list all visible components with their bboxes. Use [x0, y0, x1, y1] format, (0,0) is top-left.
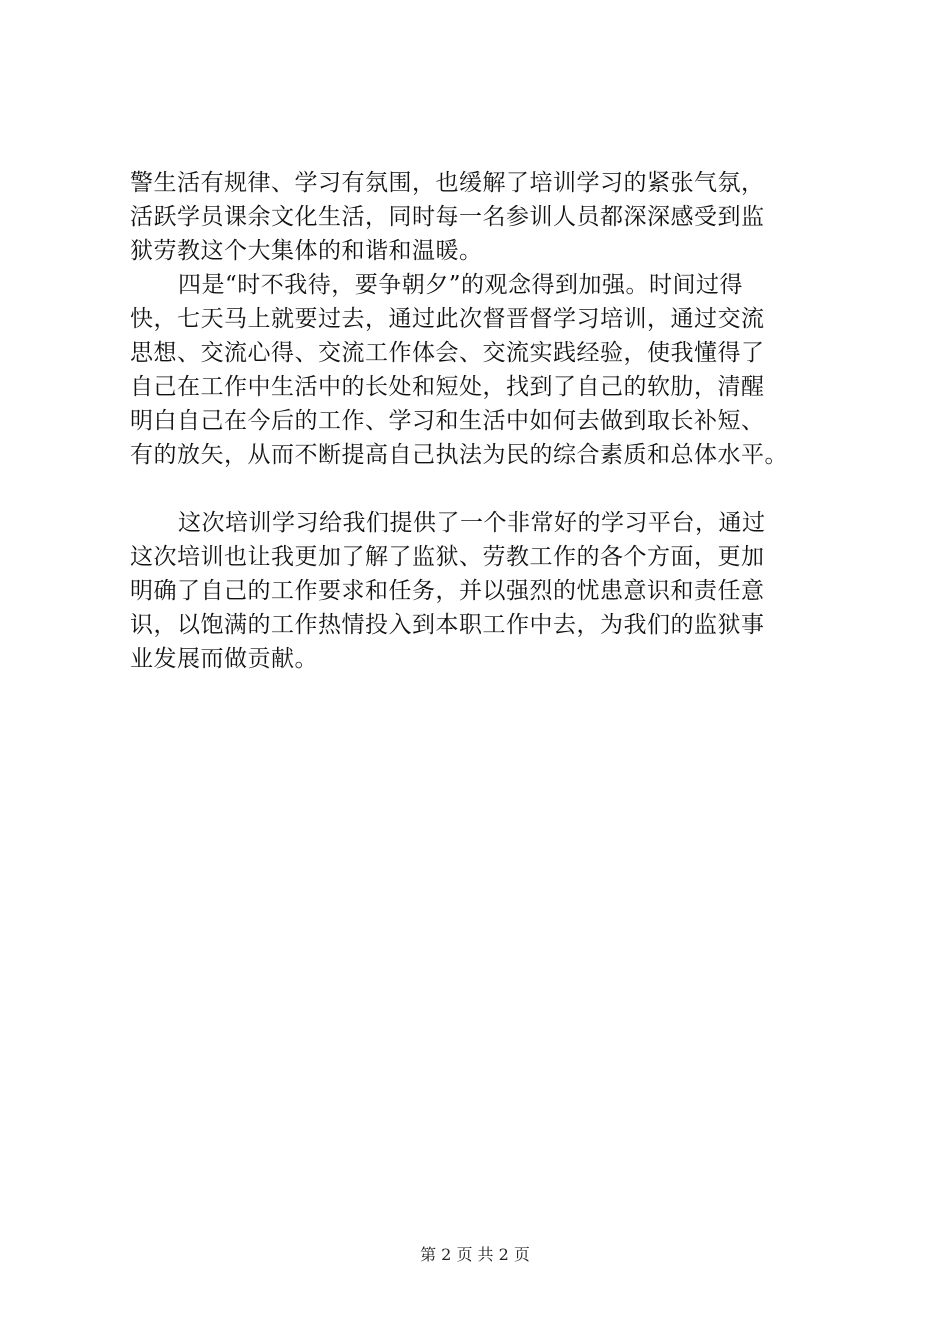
paragraph-3-line-1: 这次培训学习给我们提供了一个非常好的学习平台，通过 — [178, 510, 766, 536]
paragraph-2-line-6: 有的放矢，从而不断提高自己执法为民的综合素质和总体水平。 — [130, 442, 788, 468]
paragraph-spacer — [130, 472, 850, 506]
paragraph-2-line-3: 思想、交流心得、交流工作体会、交流实践经验，使我懂得了 — [130, 340, 765, 366]
paragraph-3-line-5: 业发展而做贡献。 — [130, 646, 318, 672]
paragraph-1-line-1: 警生活有规律、学习有氛围，也缓解了培训学习的紧张气氛， — [130, 170, 765, 196]
paragraph-3-line-2: 这次培训也让我更加了解了监狱、劳教工作的各个方面，更加 — [130, 544, 765, 570]
paragraph-3-line-4: 识，以饱满的工作热情投入到本职工作中去，为我们的监狱事 — [130, 612, 765, 638]
paragraph-1-line-3: 狱劳教这个大集体的和谐和温暖。 — [130, 238, 483, 264]
paragraph-2-line-2: 快，七天马上就要过去，通过此次督晋督学习培训，通过交流 — [130, 306, 765, 332]
paragraph-3-line-3: 明确了自己的工作要求和任务，并以强烈的忧患意识和责任意 — [130, 578, 765, 604]
page-number-footer: 第 2 页 共 2 页 — [420, 1245, 530, 1264]
paragraph-2-line-5: 明白自己在今后的工作、学习和生活中如何去做到取长补短、 — [130, 408, 765, 434]
paragraph-2-line-1: 四是“时不我待，要争朝夕”的观念得到加强。时间过得 — [178, 272, 744, 298]
paragraph-1-line-2: 活跃学员课余文化生活，同时每一名参训人员都深深感受到监 — [130, 204, 765, 230]
document-body — [130, 166, 850, 676]
paragraph-2-line-4: 自己在工作中生活中的长处和短处，找到了自己的软肋，清醒 — [130, 374, 765, 400]
